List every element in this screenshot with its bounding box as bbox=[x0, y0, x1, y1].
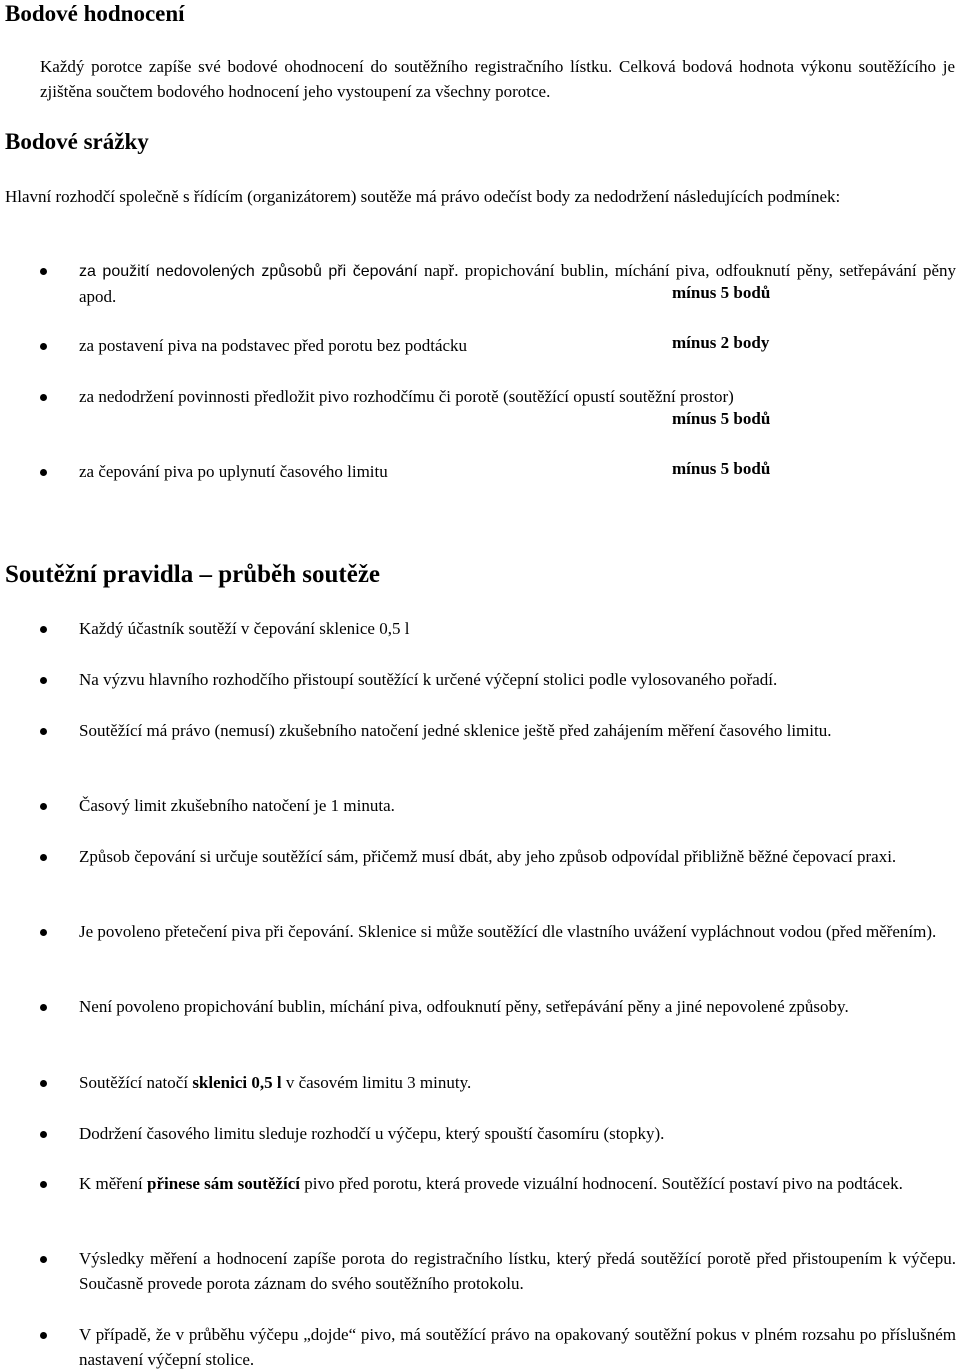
rule-text: Soutěžící má právo (nemusí) zkušebního natočení jedné sklenice ještě před zahájením měření časového limitu. bbox=[79, 721, 832, 740]
bullet-icon bbox=[40, 854, 47, 861]
rule-text-pre: K měření bbox=[79, 1174, 147, 1193]
penalty-value: mínus 2 body bbox=[672, 333, 770, 352]
bullet-icon bbox=[40, 728, 47, 735]
rule-text: Není povoleno propichování bublin, míchání piva, odfouknutí pěny, setřepávání pěny a jiné nepovolené způsoby. bbox=[79, 997, 849, 1016]
penalty-value: mínus 5 bodů bbox=[672, 459, 771, 478]
rule-text-post: v časovém limitu 3 minuty. bbox=[281, 1073, 472, 1092]
penalty-text: za čepování piva po uplynutí časového limitu bbox=[79, 462, 388, 481]
rule-text: Každý účastník soutěží v čepování sklenice 0,5 l bbox=[79, 619, 410, 638]
penalty-value: mínus 5 bodů bbox=[672, 283, 771, 302]
bullet-icon bbox=[40, 1181, 47, 1188]
penalty-text bbox=[79, 258, 956, 309]
section-title-soutezni-pravidla: Soutěžní pravidla – průběh soutěže bbox=[5, 561, 381, 588]
rule-text: Je povoleno přetečení piva při čepování. Sklenice si může soutěžící dle vlastního uvážení vypláchnout vodou (před měřením). bbox=[79, 922, 937, 941]
rule-text-bold: sklenici 0,5 l bbox=[192, 1073, 282, 1092]
bullet-icon bbox=[40, 803, 47, 810]
penalty-value: mínus 5 bodů bbox=[672, 409, 771, 428]
penalty-text-sans: za použití nedovolených způsobů při čepování bbox=[79, 263, 418, 280]
section-title-bodove-hodnoceni: Bodové hodnocení bbox=[5, 1, 185, 26]
rule-text-pre: Soutěžící natočí bbox=[79, 1073, 193, 1092]
bullet-icon bbox=[40, 343, 47, 350]
rule-text: Časový limit zkušebního natočení je 1 minuta. bbox=[79, 796, 395, 815]
bullet-icon bbox=[40, 1080, 47, 1087]
rule-text bbox=[79, 1171, 956, 1196]
rule-text: Způsob čepování si určuje soutěžící sám, přičemž musí dbát, aby jeho způsob odpovídal přibližně běžné čepovací praxi. bbox=[79, 847, 897, 866]
penalty-text: za nedodržení povinnosti předložit pivo rozhodčímu či porotě (soutěžící opustí soutěžní prostor) bbox=[79, 387, 734, 406]
bullet-icon bbox=[40, 394, 47, 401]
section-intro: Hlavní rozhodčí společně s řídícím (organizátorem) soutěže má právo odečíst body za nedodržení následujících podmínek: bbox=[5, 187, 841, 206]
bullet-icon bbox=[40, 626, 47, 633]
rule-text: Dodržení časového limitu sleduje rozhodčí u výčepu, který spouští časomíru (stopky). bbox=[79, 1124, 665, 1143]
rule-text-post: pivo před porotu, která provede vizuální hodnocení. Soutěžící postaví pivo na podtácek. bbox=[299, 1174, 903, 1193]
bullet-icon bbox=[40, 1131, 47, 1138]
section-title-bodove-srazky: Bodové srážky bbox=[5, 129, 149, 154]
penalty-text: za postavení piva na podstavec před porotu bez podtácku bbox=[79, 336, 468, 355]
rule-text-bold: přinese sám soutěžící bbox=[146, 1174, 300, 1193]
rule-text: Výsledky měření a hodnocení zapíše porota do registračního lístku, který předá soutěžící porotě před přistoupením k výčepu. Současně provede porota záznam do svého soutěžního protokolu. bbox=[79, 1249, 956, 1293]
penalty-text-serif: např. propichování bublin, míchání piva, odfouknutí pěny, setřepávání pěny apod. bbox=[79, 261, 957, 306]
rule-text: Na výzvu hlavního rozhodčího přistoupí soutěžící k určené výčepní stolici podle vylosovaného pořadí. bbox=[79, 670, 778, 689]
rule-text bbox=[79, 1070, 956, 1095]
bullet-icon bbox=[40, 1256, 47, 1263]
rule-text: V případě, že v průběhu výčepu „dojde“ pivo, má soutěžící právo na opakovaný soutěžní pokus v plném rozsahu po příslušném nastavení výčepní stolice. bbox=[79, 1325, 956, 1369]
bullet-icon bbox=[40, 268, 47, 275]
bullet-icon bbox=[40, 1332, 47, 1339]
bullet-icon bbox=[40, 1004, 47, 1011]
bullet-icon bbox=[40, 677, 47, 684]
bullet-icon bbox=[40, 929, 47, 936]
bullet-icon bbox=[40, 469, 47, 476]
section-paragraph: Každý porotce zapíše své bodové ohodnocení do soutěžního registračního lístku. Celková bodová hodnota výkonu soutěžícího je zjištěna součtem bodového hodnocení jeho vystoupení za všechny porotce. bbox=[40, 57, 955, 101]
